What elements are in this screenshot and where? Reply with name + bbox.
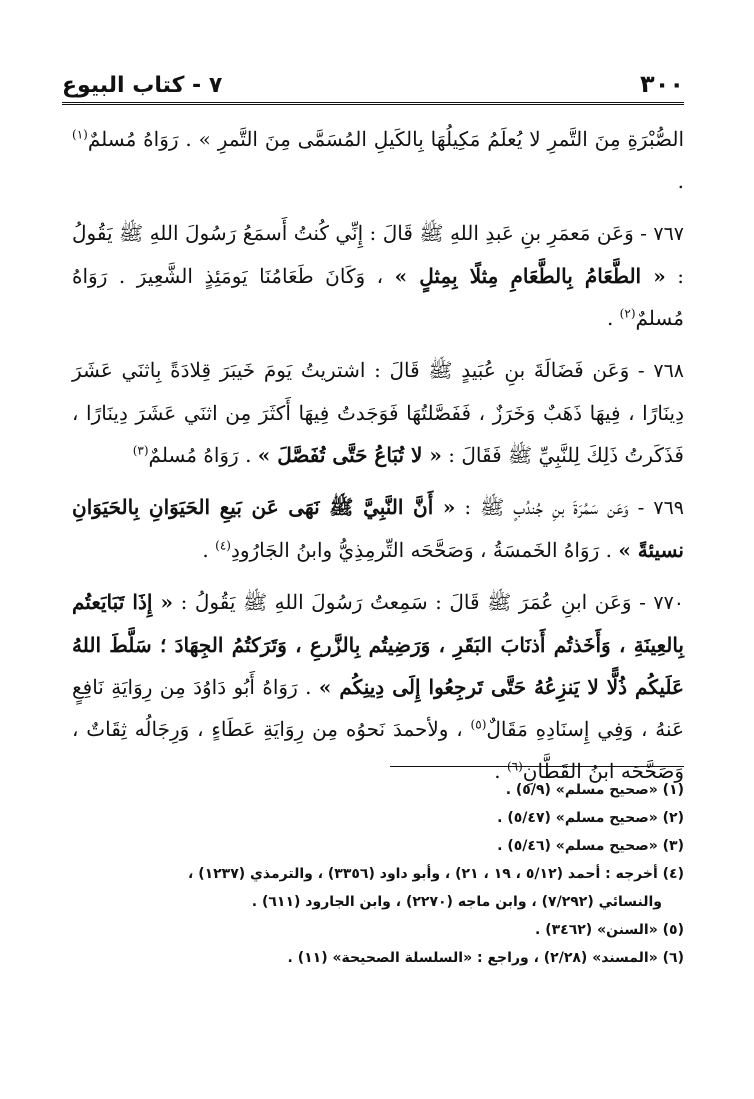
hadith-number: ٧٧٠ bbox=[653, 592, 685, 614]
footnote-divider bbox=[390, 766, 684, 767]
section-title: ٧ - كتاب البيوع bbox=[62, 73, 223, 98]
footnote-2: (٢) «صحيح مسلم» (٥/٤٧) . bbox=[497, 810, 684, 826]
footnote-6: (٦) «المسند» (٢/٢٨) ، وراجع : «السلسلة الصحيحة» (١١) . bbox=[287, 950, 684, 966]
main-text bbox=[72, 118, 684, 802]
hadith-source: . رَوَاهُ الخَمسَةُ ، وَصَحَّحَه التِّرمِذِيُّ وابنُ الجَارُودِ bbox=[230, 538, 619, 562]
footnote-ref: (٥) bbox=[470, 717, 487, 732]
hadith-narration: - وَعَن سَمُرَةَ بنِ جُندُبٍ ﷺ : bbox=[455, 495, 654, 519]
footnote-ref: (٣) bbox=[132, 443, 149, 458]
footnote-4-continued: والنسائي (٧/٢٩٢) ، وابن ماجه (٢٢٧٠) ، وابن الجارود (٦١١) . bbox=[251, 894, 662, 910]
footnote-3: (٣) «صحيح مسلم» (٥/٤٦) . bbox=[497, 838, 684, 854]
hadith-source: . رَوَاهُ أَبُو دَاوُدَ مِن رِوَايَةِ نَافِعٍ عَنهُ ، وَفِي إِسنَادِهِ مَقَالٌ bbox=[72, 675, 684, 741]
footnote-4: (٤) أخرجه : أحمد (٥/١٢ ، ١٩ ، ٢١) ، وأبو داود (٣٣٥٦) ، والترمذي (١٢٣٧) ، bbox=[188, 866, 684, 882]
paragraph-end: . bbox=[202, 538, 216, 562]
hadith-770 bbox=[72, 581, 684, 792]
paragraph-end: . bbox=[606, 306, 620, 330]
page-number: ٣٠٠ bbox=[640, 70, 684, 98]
paragraph-text: الصُّبْرَةِ مِنَ التَّمرِ لا يُعلَمُ مَكِيلُهَا بِالكَيلِ المُسَمَّى مِنَ التَّمرِ » . رَوَاهُ مُسلمٌ bbox=[87, 127, 685, 151]
hadith-source: . رَوَاهُ مُسلمٌ bbox=[148, 443, 258, 467]
page-header bbox=[62, 58, 684, 98]
hadith-narration: - وَعَن مَعمَرِ بنِ عَبدِ اللهِ ﷺ قَالَ : إِنِّي كُنتُ أَسمَعُ رَسُولَ اللهِ ﷺ يَقُولُ : bbox=[72, 221, 684, 288]
hadith-number: ٧٦٨ bbox=[653, 360, 684, 382]
footnote-ref: (٤) bbox=[215, 538, 231, 553]
hadith-quote: « إِذَا تَبَايَعتُم بِالعِينَةِ ، وَأَخَذتُم أَذنَابَ البَقَرِ ، وَرَضِيتُم بِالزَّرعِ ، وَتَرَكتُمُ الجِهَادَ ؛ سَلَّطَ اللهُ عَلَيكُم ذُلًّا لا يَنزِعُهُ حَتَّى تَرجِعُوا إِلَى دِينِكُم » bbox=[72, 590, 684, 699]
hadith-768 bbox=[72, 349, 684, 476]
hadith-number: ٧٦٧ bbox=[653, 223, 684, 245]
hadith-quote: « لا تُبَاعُ حَتَّى تُفَصَّلَ » bbox=[257, 443, 442, 467]
hadith-narration: - وَعَن فَضَالَةَ بنِ عُبَيدٍ ﷺ قَالَ : اشتريتُ يَومَ خَيبَرَ قِلادَةً بِاثنَي عَشَرَ دِينَارًا ، فِيهَا ذَهَبٌ وَخَرَزٌ ، فَفَصَّلتُهَا فَوَجَدتُ فِيهَا أَكثَرَ مِن اثنَي عَشَرَ دِينَارًا ، فَذَكَرتُ ذَلِكَ لِلنَّبِيِّ ﷺ فَقَالَ : bbox=[72, 358, 684, 467]
hadith-number: ٧٦٩ bbox=[653, 497, 684, 519]
footnotes bbox=[72, 778, 684, 974]
footnote-1: (١) «صحيح مسلم» (٥/٩) . bbox=[505, 782, 684, 798]
hadith-narration: - وَعَن ابنِ عُمَرَ ﷺ قَالَ : سَمِعتُ رَسُولَ اللهِ ﷺ يَقُولُ : bbox=[173, 590, 654, 614]
footnote-ref: (١) bbox=[72, 127, 88, 142]
hadith-source-cont: ، ولأحمدَ نَحوُه مِن رِوَايَةِ عَطَاءٍ ، وَرِجَالُه ثِقَاتٌ ، وَصَحَّحَه ابنُ القَطَّانِ bbox=[72, 717, 684, 783]
hadith-767 bbox=[72, 212, 684, 339]
footnote-ref: (٦) bbox=[506, 759, 523, 774]
hadith-source: ، وَكَانَ طَعَامُنَا يَومَئِذٍ الشَّعِيرَ . رَوَاهُ مُسلمٌ bbox=[72, 264, 684, 330]
footnote-5: (٥) «السنن» (٣٤٦٢) . bbox=[535, 922, 684, 938]
header-divider bbox=[62, 102, 684, 105]
paragraph-continuation bbox=[72, 118, 684, 202]
hadith-quote: « الطَّعَامُ بِالطَّعَامِ مِثلًا بِمِثلٍ » bbox=[394, 264, 666, 288]
paragraph-end: . bbox=[494, 759, 507, 783]
hadith-quote: « أَنَّ النَّبِيَّ ﷺ نَهَى عَن بَيعِ الحَيَوَانِ بِالحَيَوَانِ نسيئةً » bbox=[72, 495, 684, 562]
hadith-769 bbox=[72, 486, 684, 571]
paragraph-end: . bbox=[677, 169, 684, 193]
footnote-ref: (٢) bbox=[619, 306, 636, 321]
